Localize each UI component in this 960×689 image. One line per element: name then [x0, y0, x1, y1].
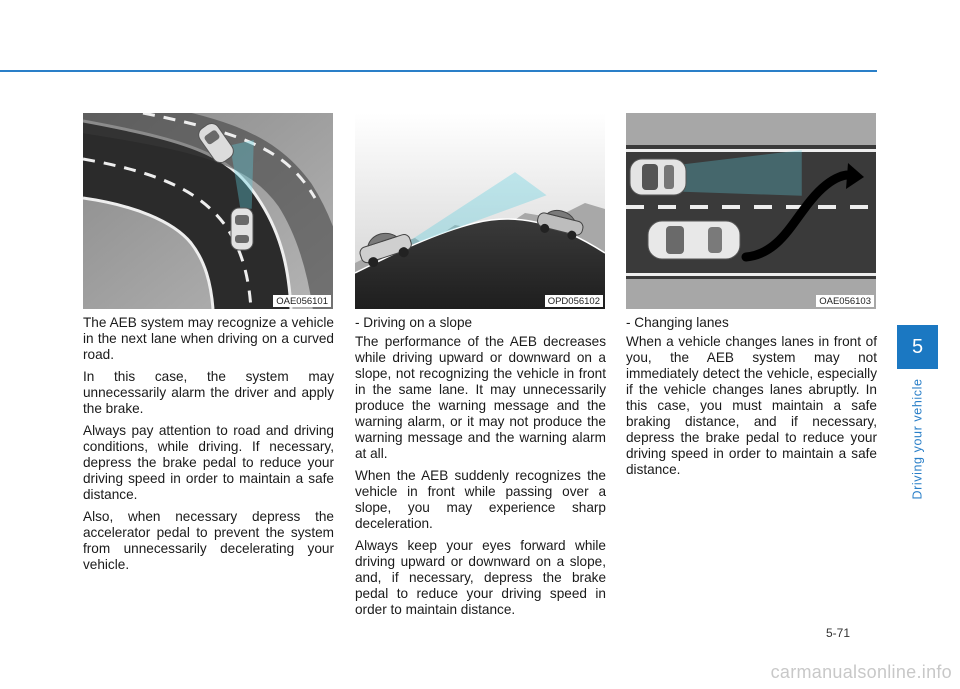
paragraph: When a vehicle changes lanes in front of you, the AEB system may not immediately detect the vehicle, especially if the vehicle changes lanes abruptly. In this case, you must maintain a safe braking distance, and if necessary, depress the brake pedal to reduce your driving speed in order to maintain a safe distance.: [626, 334, 877, 477]
slope-illustration: [355, 113, 605, 309]
figure-curved-road: [83, 113, 333, 309]
paragraph: Always keep your eyes forward while driving upward or downward on a slope, and, if necessary, depress the brake pedal to reduce your driving speed in order to maintain distance.: [355, 538, 606, 617]
watermark-text: carmanualsonline.info: [770, 662, 952, 682]
own-car-icon: [630, 159, 686, 195]
subsection-heading: - Driving on a slope: [355, 315, 473, 330]
curved-road-illustration: [83, 113, 333, 309]
merging-car-icon: [648, 221, 740, 259]
section-title: Driving your vehicle: [910, 378, 925, 500]
figure-lane-change: [626, 113, 876, 309]
section-label: [897, 374, 938, 504]
text-column-curved-road: [83, 315, 334, 579]
section-number: 5: [911, 335, 924, 358]
figure-slope: [355, 113, 605, 309]
paragraph: When the AEB suddenly recognizes the vehicle in front while passing over a slope, you may experience sharp deceleration.: [355, 468, 606, 531]
text-column-slope: [355, 315, 606, 624]
paragraph: Always pay attention to road and driving conditions, while driving. If necessary, depress the brake pedal to reduce your driving speed in order to maintain a safe distance.: [83, 423, 334, 502]
subsection-heading: - Changing lanes: [626, 315, 729, 330]
figure-code: OAE056103: [816, 295, 874, 307]
page-number: 5-71: [826, 626, 851, 640]
paragraph: The AEB system may recognize a vehicle in the next lane when driving on a curved road.: [83, 315, 334, 362]
own-car-icon: [231, 208, 253, 250]
section-tab: [897, 325, 938, 369]
paragraph: Also, when necessary depress the accelerator pedal to prevent the system from unnecessarily decelerating your vehicle.: [83, 509, 334, 572]
figure-code: OPD056102: [545, 295, 603, 307]
text-column-lane-change: [626, 315, 877, 484]
paragraph: The performance of the AEB decreases while driving upward or downward on a slope, not recognizing the vehicle in front in the same lane. It may unnecessarily produce the warning message and the warning alarm, or it may not produce the warning message and the warning alarm at all.: [355, 334, 606, 461]
figure-code: OAE056101: [273, 295, 331, 307]
header-rule: [0, 70, 877, 72]
paragraph: In this case, the system may unnecessarily alarm the driver and apply the brake.: [83, 369, 334, 416]
lane-change-illustration: [626, 113, 876, 309]
